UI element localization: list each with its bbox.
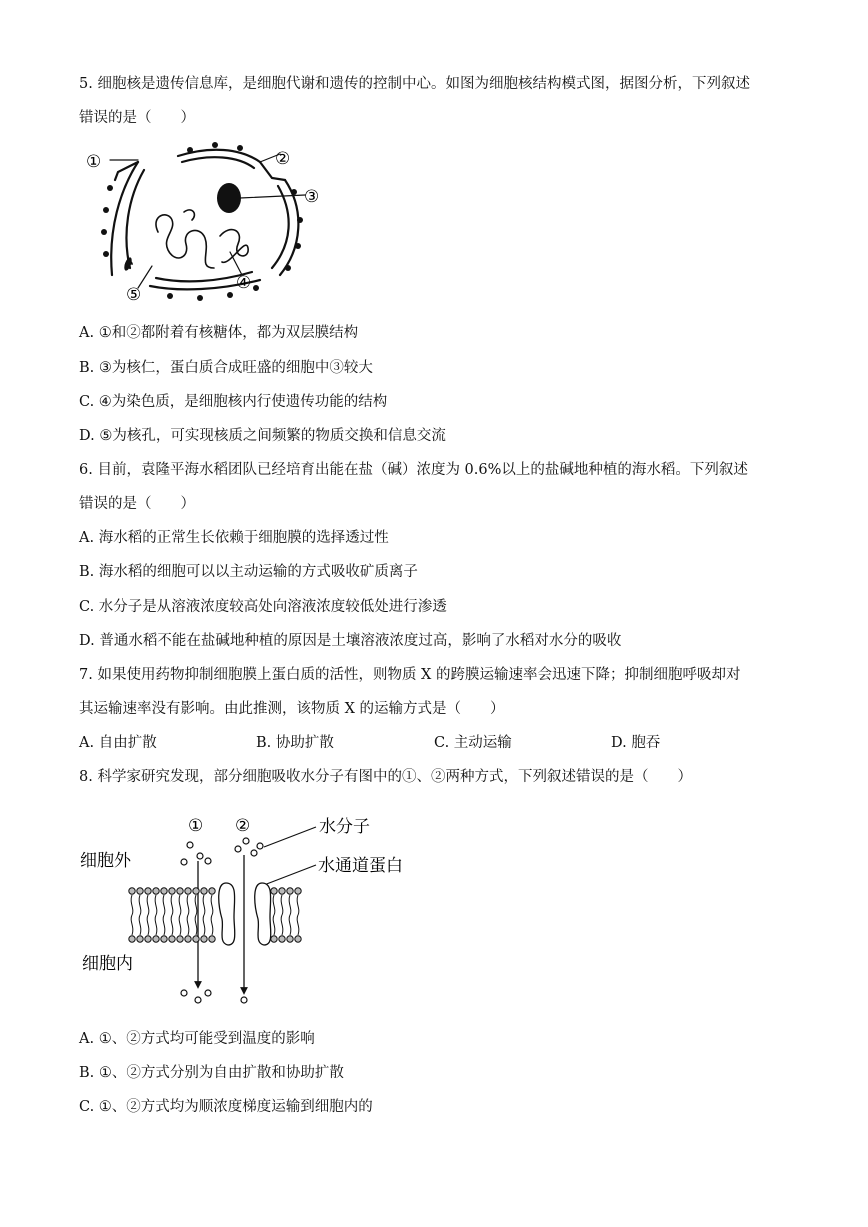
q7-option-a: A. 自由扩散 [79, 735, 157, 751]
q8-option-c: C. ①、②方式均为顺浓度梯度运输到细胞内的 [79, 1099, 373, 1115]
q8-option-a: A. ①、②方式均可能受到温度的影响 [79, 1031, 315, 1047]
q5-stem-line-1: 5. 细胞核是遗传信息库，是细胞代谢和遗传的控制中心。如图为细胞核结构模式图，据图分析，下列叙述 [79, 76, 750, 92]
way2-label: ② [235, 816, 251, 836]
q5-option-b: B. ③为核仁，蛋白质合成旺盛的细胞中③较大 [79, 360, 373, 376]
nucleus-structure-diagram [80, 140, 340, 305]
label-3: ③ [304, 187, 320, 207]
q6-option-b: B. 海水稻的细胞可以以主动运输的方式吸收矿质离子 [79, 564, 418, 580]
q5-option-a: A. ①和②都附着有核糖体，都为双层膜结构 [79, 325, 359, 341]
q6-stem-line-2: 错误的是（ ） [79, 496, 195, 512]
water-transport-diagram [78, 805, 418, 1010]
q8-option-b: B. ①、②方式分别为自由扩散和协助扩散 [79, 1065, 344, 1081]
water-channel-label: 水通道蛋白 [318, 856, 403, 876]
way1-label: ① [188, 816, 204, 836]
label-1: ① [86, 152, 102, 172]
water-molecule-label: 水分子 [319, 817, 370, 837]
outside-label: 细胞外 [80, 851, 131, 871]
q6-option-c: C. 水分子是从溶液浓度较高处向溶液浓度较低处进行渗透 [79, 599, 447, 615]
label-5: ⑤ [126, 285, 142, 305]
q7-option-b: B. 协助扩散 [256, 735, 334, 751]
q5-stem-line-2: 错误的是（ ） [79, 110, 195, 126]
q7-stem-line-2: 其运输速率没有影响。由此推测，该物质 X 的运输方式是（ ） [79, 701, 505, 717]
q5-option-c: C. ④为染色质，是细胞核内行使遗传功能的结构 [79, 394, 388, 410]
q5-option-d: D. ⑤为核孔，可实现核质之间频繁的物质交换和信息交流 [79, 428, 446, 444]
q6-stem-line-1: 6. 目前，袁隆平海水稻团队已经培育出能在盐（碱）浓度为 0.6%以上的盐碱地种植的海水稻。下列叙述 [79, 462, 748, 478]
q8-stem-line-1: 8. 科学家研究发现，部分细胞吸收水分子有图中的①、②两种方式，下列叙述错误的是（ ） [79, 769, 692, 785]
label-2: ② [275, 149, 291, 169]
q7-stem-line-1: 7. 如果使用药物抑制细胞膜上蛋白质的活性，则物质 X 的跨膜运输速率会迅速下降；抑制细胞呼吸却对 [79, 667, 741, 683]
q6-option-a: A. 海水稻的正常生长依赖于细胞膜的选择透过性 [79, 530, 389, 546]
q7-option-d: D. 胞吞 [611, 735, 661, 751]
label-4: ④ [236, 273, 252, 293]
q6-option-d: D. 普通水稻不能在盐碱地种植的原因是土壤溶液浓度过高，影响了水稻对水分的吸收 [79, 633, 622, 649]
q7-option-c: C. 主动运输 [434, 735, 512, 751]
q7-options [79, 733, 779, 753]
inside-label: 细胞内 [82, 954, 133, 974]
